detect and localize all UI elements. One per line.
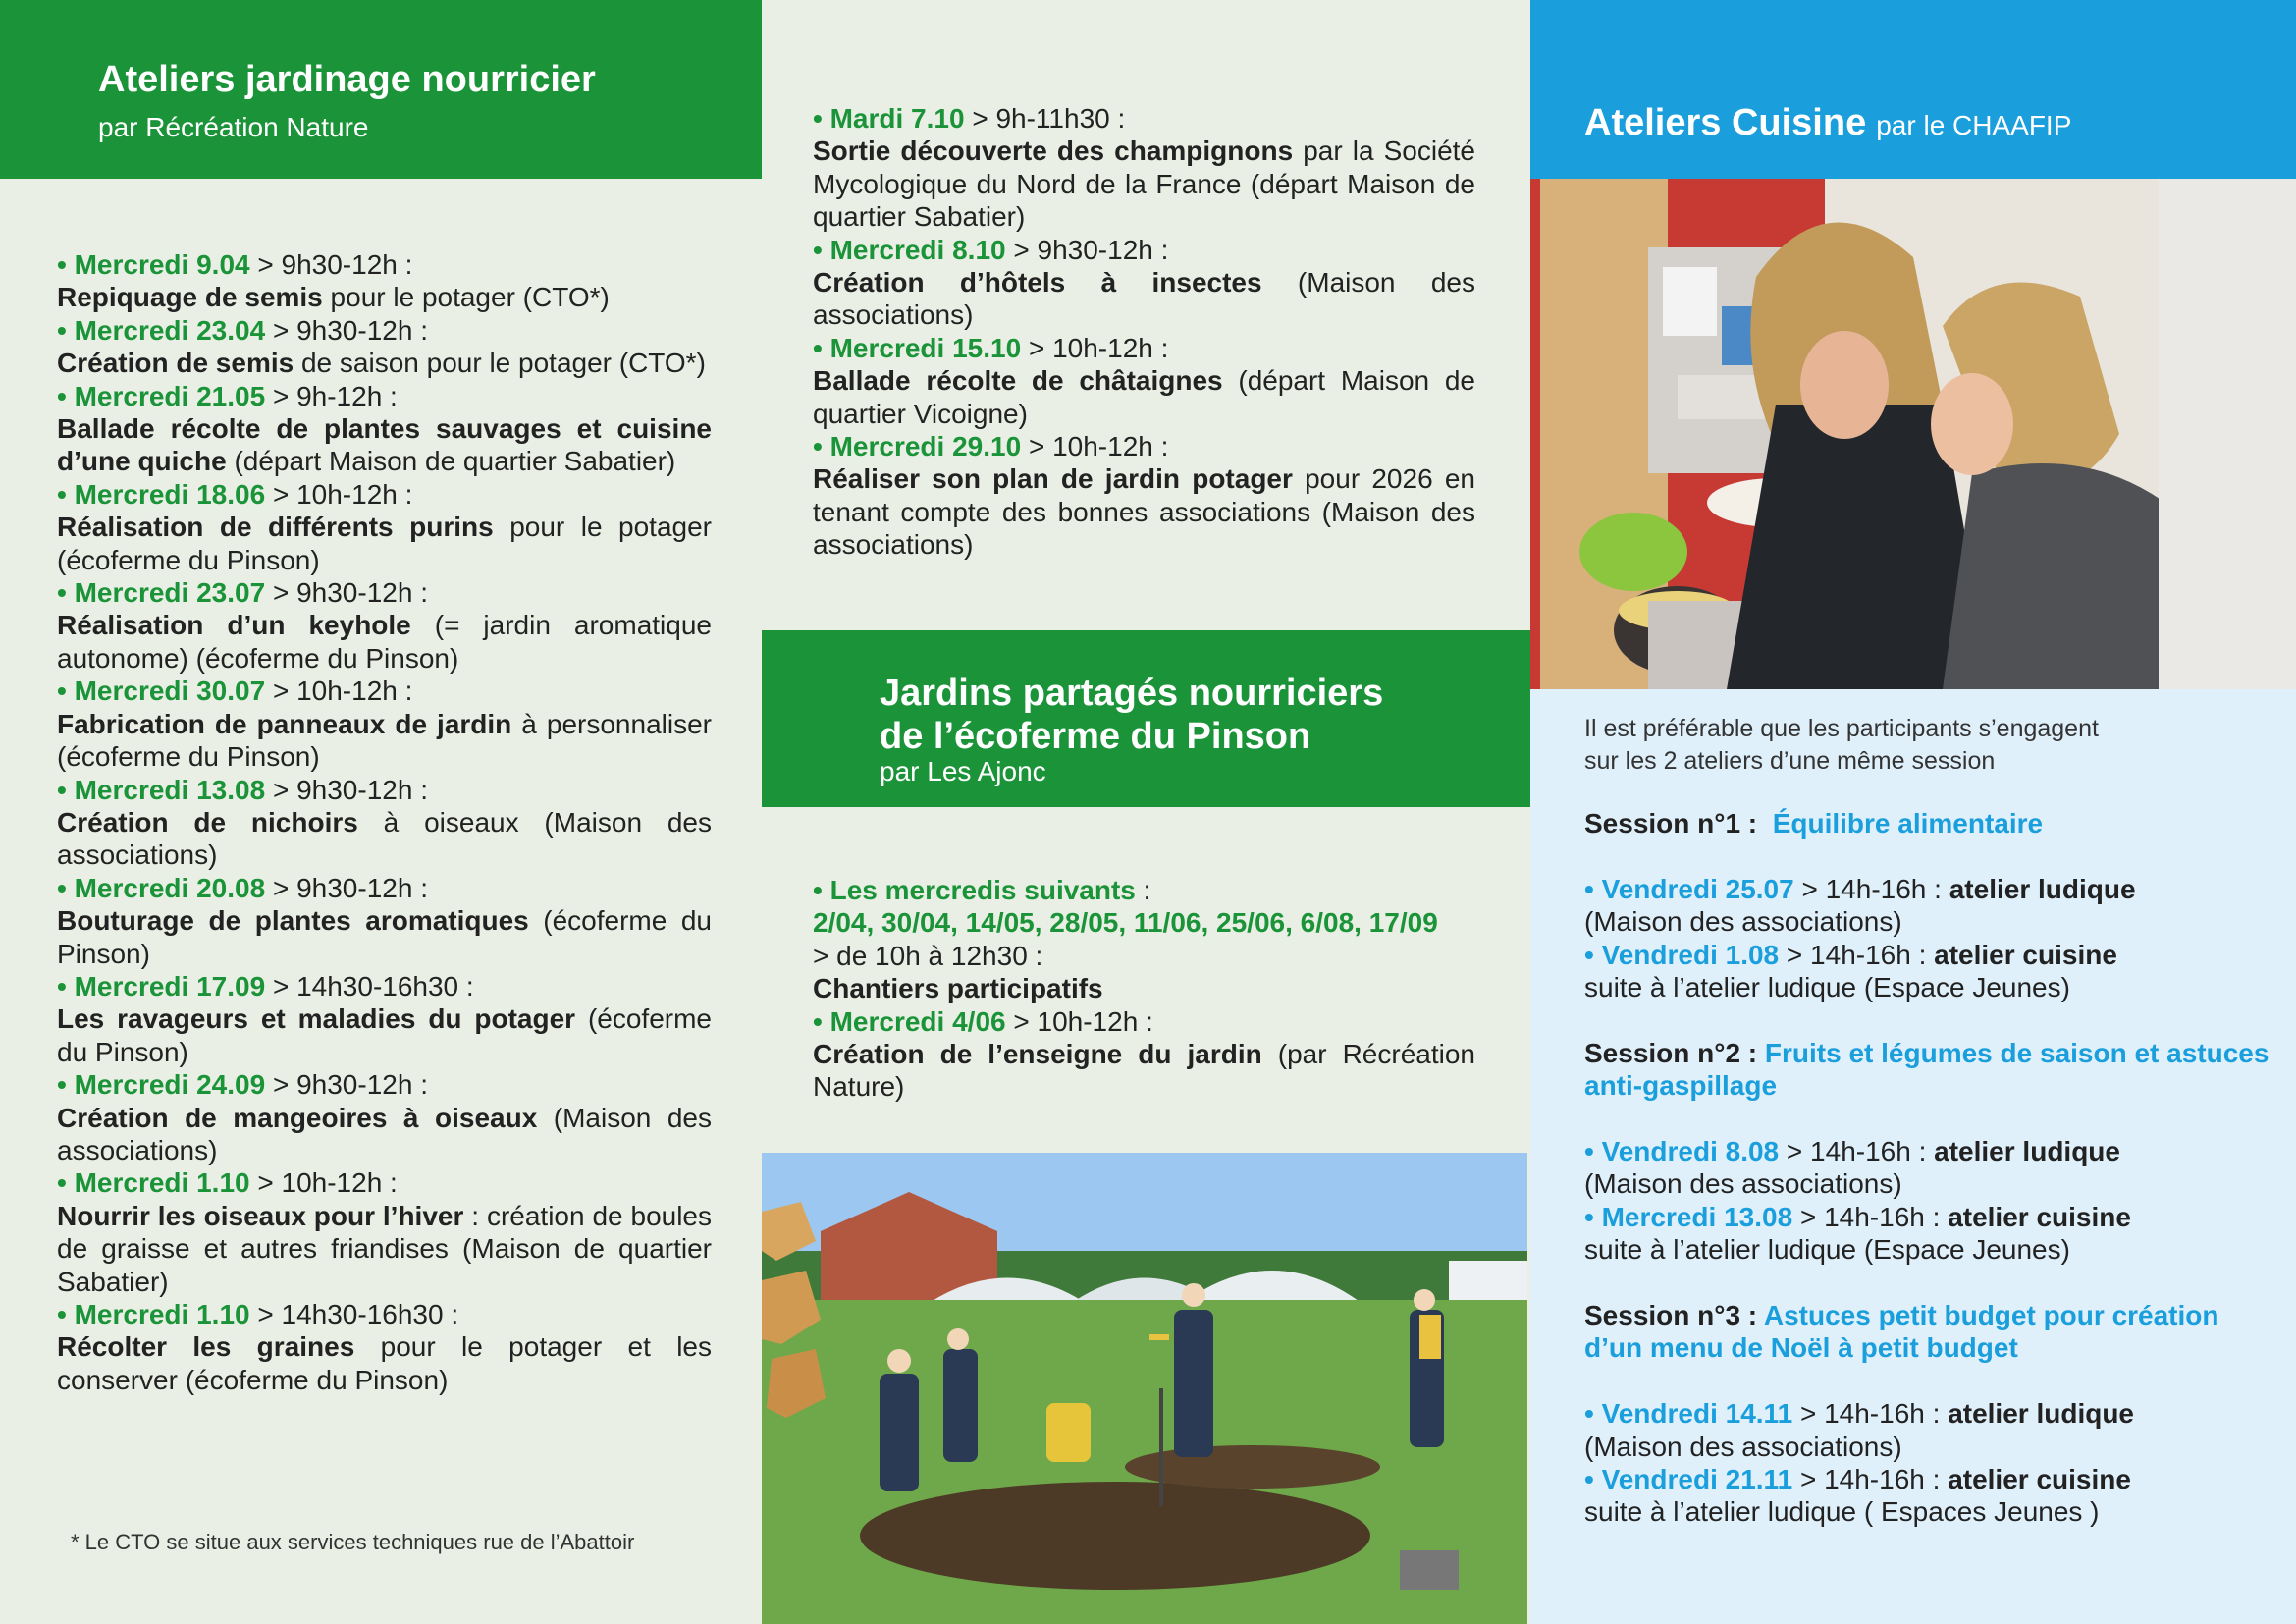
garden-photo-illustration <box>762 1153 1527 1624</box>
cooking-photo <box>1530 179 2296 689</box>
list-item: • Mercredi 15.10 > 10h-12h : Ballade récolte de châtaignes (départ Maison de quartier Vicoigne) <box>813 332 1475 429</box>
session-block: Session n°1 : Équilibre alimentaire • Vendredi 25.07 > 14h-16h : atelier ludique (Maison des associations) • Vendredi 1.08 > 14h-16h : atelier cuisine suite à l’atelier ludique (Espace Jeunes) <box>1584 808 2136 1003</box>
shared-gardens-header <box>762 630 1530 807</box>
cto-footnote: * Le CTO se situe aux services techniques rue de l’Abattoir <box>71 1530 635 1554</box>
cooking-column <box>1530 0 2296 1624</box>
gardening-column <box>0 0 762 1624</box>
list-item: • Mercredi 29.10 > 10h-12h : Réaliser son plan de jardin potager pour 2026 en tenant compte des bonnes associations (Maison des associations) <box>813 431 1475 561</box>
list-item: • Les mercredis suivants : 2/04, 30/04, 14/05, 28/05, 11/06, 25/06, 6/08, 17/09 > de 10h à 12h30 : Chantiers participatifs <box>813 875 1438 1004</box>
gardening-title: Ateliers jardinage nourricier <box>98 59 596 100</box>
list-item: • Mercredi 20.08 > 9h30-12h : Bouturage de plantes aromatiques (écoferme du Pinson) <box>57 872 712 969</box>
list-item: • Mercredi 1.10 > 10h-12h : Nourrir les oiseaux pour l’hiver : création de boules de graisse et autres friandises (Maison de quartier Sabatier) <box>57 1167 712 1297</box>
list-item: • Mercredi 4/06 > 10h-12h : Création de l’enseigne du jardin (par Récréation Nature) <box>813 1005 1475 1103</box>
cooking-title: Ateliers Cuisine par le CHAAFIP <box>1584 102 2072 143</box>
gardening-header <box>0 0 762 179</box>
list-item: • Mercredi 18.06 > 10h-12h : Réalisation de différents purins pour le potager (écoferme du Pinson) <box>57 478 712 575</box>
list-item: • Mercredi 23.07 > 9h30-12h : Réalisation d’un keyhole (= jardin aromatique autonome) (écoferme du Pinson) <box>57 577 712 674</box>
list-item: • Mercredi 1.10 > 14h30-16h30 : Récolter les graines pour le potager et les conserver (écoferme du Pinson) <box>57 1299 713 1395</box>
shared-gardens-subtitle: par Les Ajonc <box>880 756 1046 786</box>
list-item: • Mercredi 9.04 > 9h30-12h : Repiquage de semis pour le potager (CTO*) <box>57 249 610 313</box>
list-item: • Mercredi 24.09 > 9h30-12h : Création de mangeoires à oiseaux (Maison des associations) <box>57 1069 712 1165</box>
sessions-list <box>1584 807 2271 1529</box>
gardening-subtitle: par Récréation Nature <box>98 112 369 142</box>
list-item: • Mercredi 8.10 > 9h30-12h : Création d’hôtels à insectes (Maison des associations) <box>813 234 1475 331</box>
garden-photo <box>762 1153 1527 1624</box>
engagement-note: Il est préférable que les participants s’engagent sur les 2 ateliers d’une même session <box>1584 715 2099 775</box>
list-item: • Mardi 7.10 > 9h-11h30 : Sortie découverte des champignons par la Société Mycologique du Nord de la France (départ Maison de quartier Sabatier) <box>813 103 1475 233</box>
autumn-list <box>813 102 1475 562</box>
list-item: • Mercredi 13.08 > 9h30-12h : Création de nichoirs à oiseaux (Maison des associations) <box>57 774 713 871</box>
shared-gardens-list <box>813 874 1475 1104</box>
list-item: • Mercredi 21.05 > 9h-12h : Ballade récolte de plantes sauvages et cuisine d’une quiche (départ Maison de quartier Sabatier) <box>57 380 712 477</box>
session-block: Session n°3 : Astuces petit budget pour création d’un menu de Noël à petit budget • Vendredi 14.11 > 14h-16h : atelier ludique (Maison des associations) • Vendredi 21.11 > 14h-16h : atelier cuisine suite à l’atelier ludique ( Espaces Jeunes ) <box>1584 1300 2219 1528</box>
list-item: • Mercredi 23.04 > 9h30-12h : Création de semis de saison pour le potager (CTO*) <box>57 314 706 379</box>
shared-gardens-title: Jardins partagés nourriciers de l’écoferme du Pinson <box>880 673 1384 757</box>
gardening-list <box>57 248 712 1396</box>
cooking-photo-illustration <box>1530 179 2296 689</box>
cooking-header <box>1530 0 2296 179</box>
session-block: Session n°2 : Fruits et légumes de saison et astuces anti-gaspillage • Vendredi 8.08 > 14h-16h : atelier ludique (Maison des associations) • Mercredi 13.08 > 14h-16h : atelier cuisine suite à l’atelier ludique (Espace Jeunes) <box>1584 1037 2269 1266</box>
list-item: • Mercredi 30.07 > 10h-12h : Fabrication de panneaux de jardin à personnaliser (écoferme du Pinson) <box>57 676 712 773</box>
middle-column <box>762 0 1530 1624</box>
list-item: • Mercredi 17.09 > 14h30-16h30 : Les ravageurs et maladies du potager (écoferme du Pinson) <box>57 970 712 1067</box>
